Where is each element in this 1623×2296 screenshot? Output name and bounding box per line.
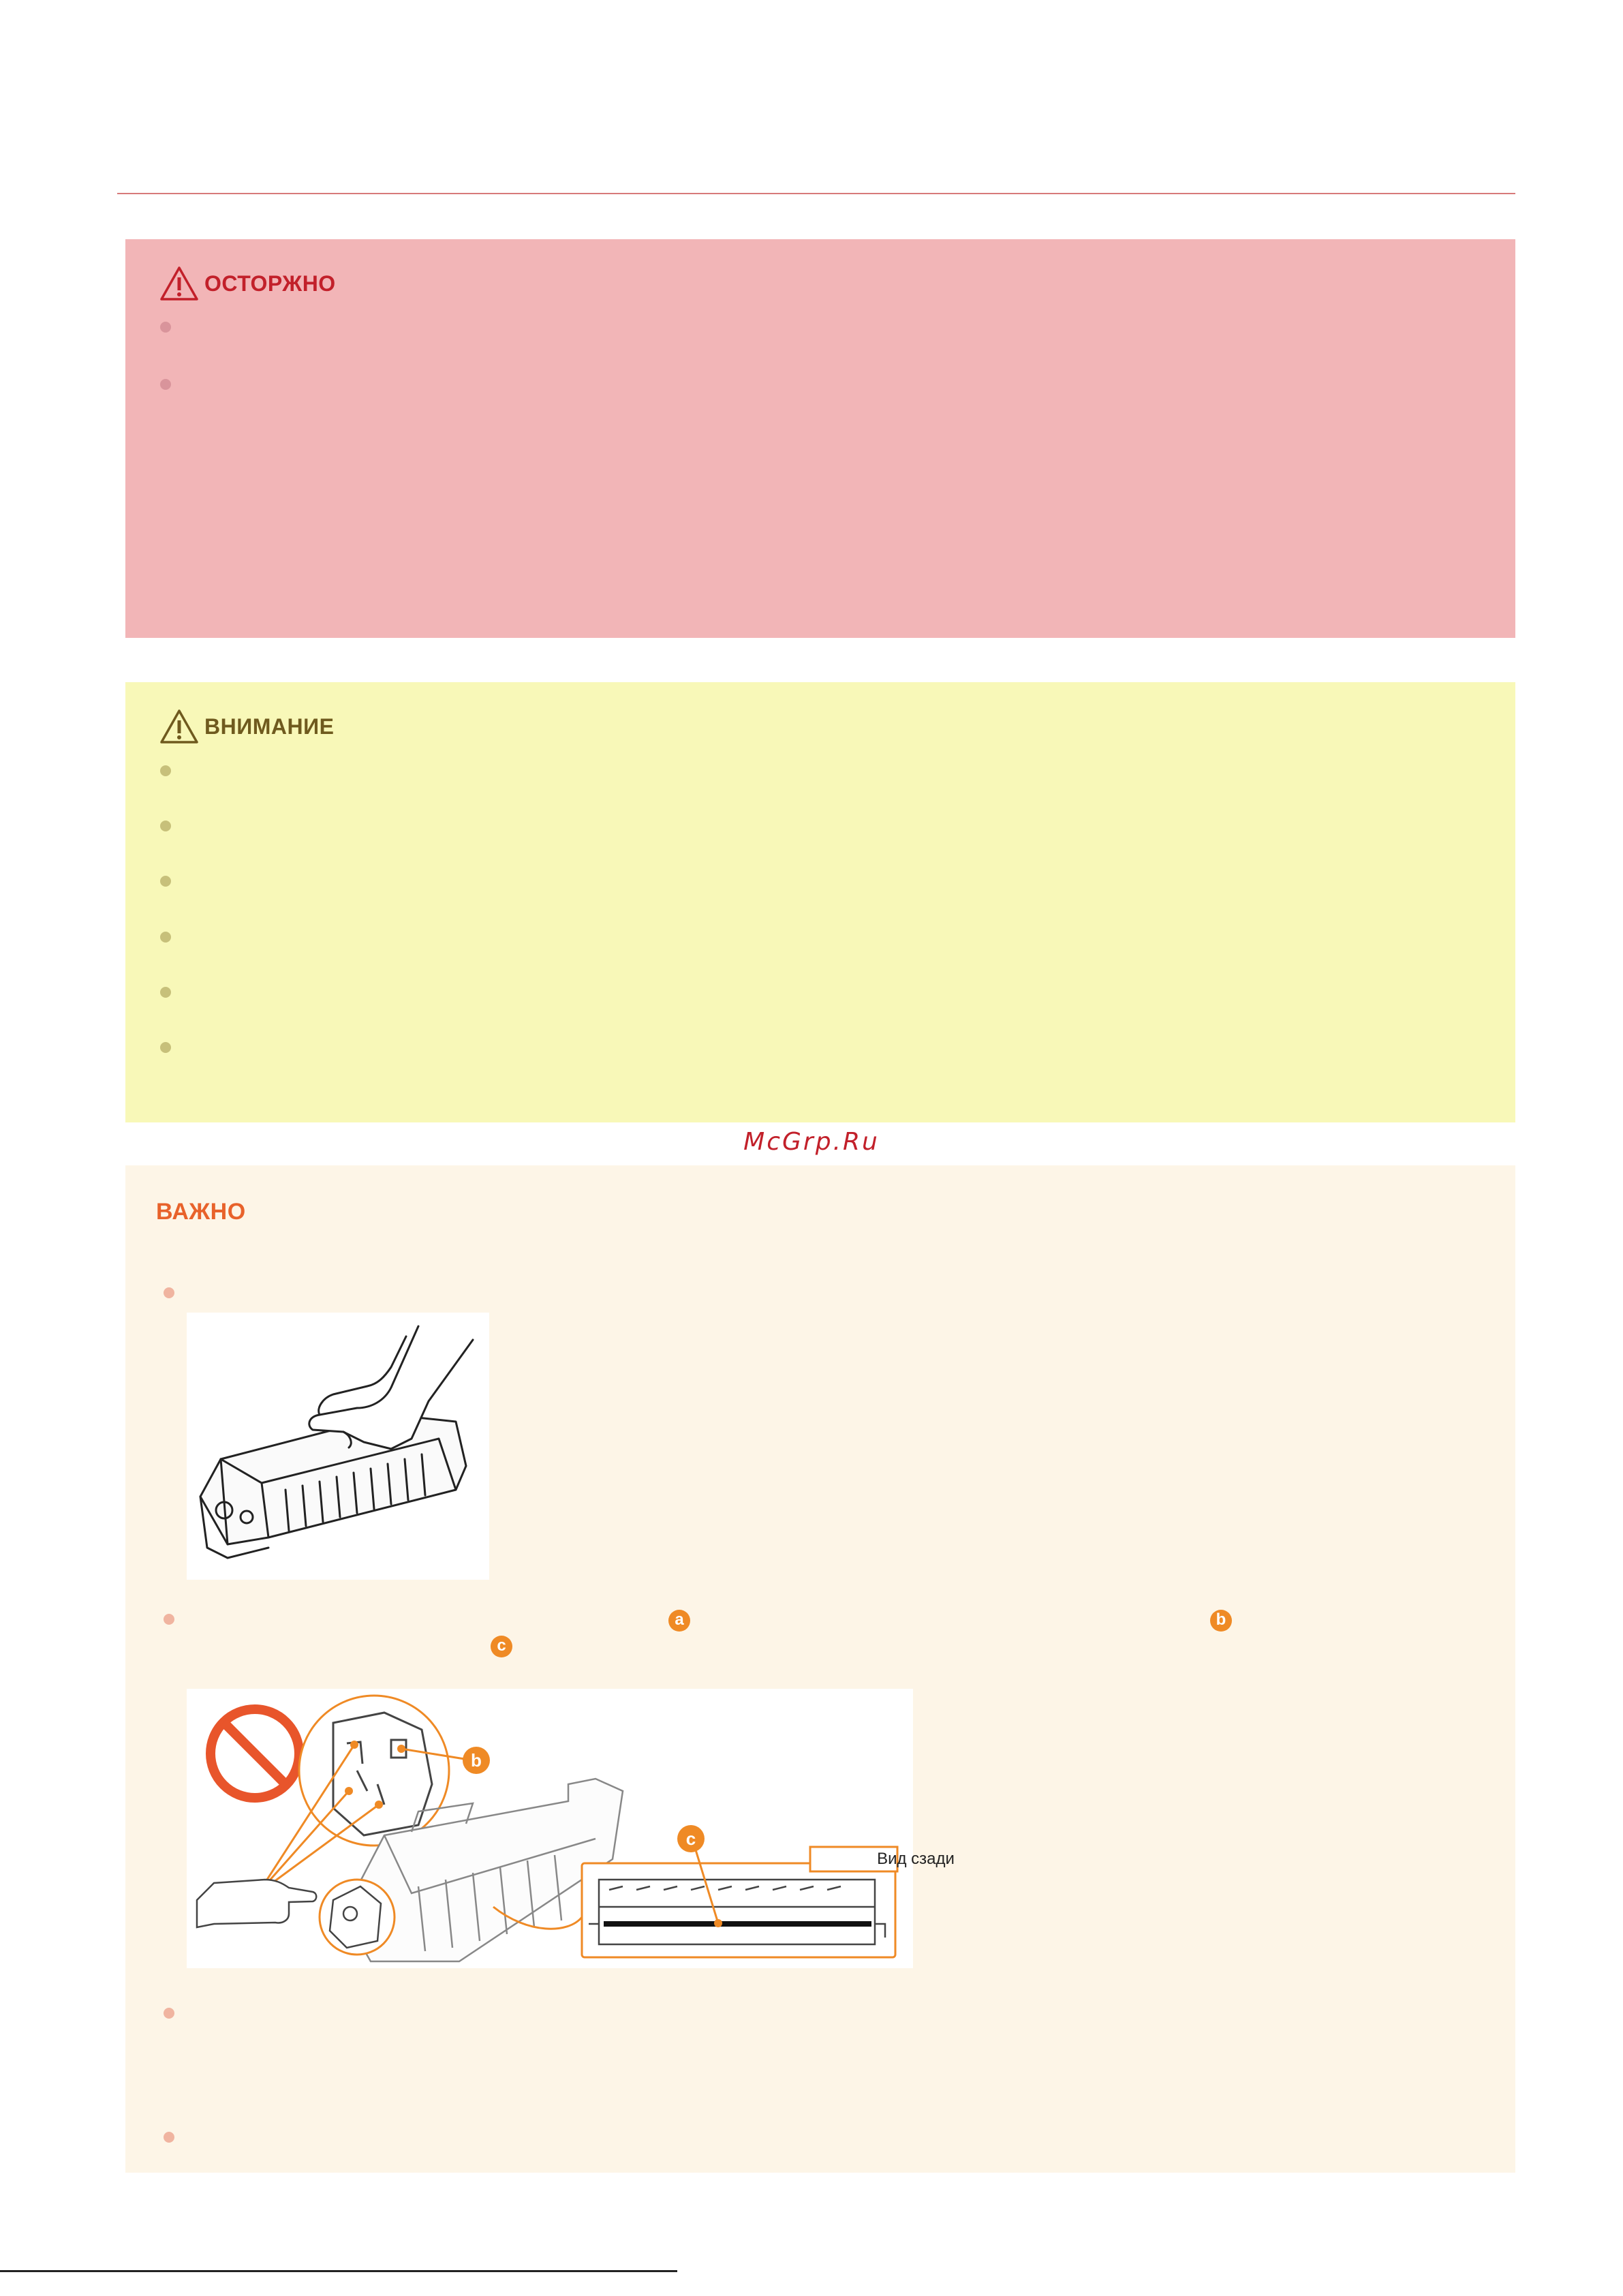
important-title: ВАЖНО [156, 1198, 246, 1225]
list-bullet [160, 1042, 171, 1053]
caution-heading [159, 706, 334, 747]
watermark: McGrp.Ru [743, 1128, 880, 1156]
danger-title: ОСТОРЖНО [204, 271, 336, 296]
callout-badge-c: c [491, 1636, 512, 1657]
cartridge-handling-illustration [187, 1313, 489, 1580]
footer-divider [0, 2270, 677, 2272]
list-bullet [160, 987, 171, 998]
callout-badge-a: a [668, 1610, 690, 1632]
list-bullet [164, 1614, 174, 1625]
caution-notice [125, 682, 1515, 1122]
list-bullet [160, 821, 171, 831]
rear-view-label: Вид сзади [877, 1850, 955, 1868]
prohibited-icon [211, 1709, 299, 1798]
list-bullet [160, 876, 171, 887]
cartridge-in-hand-image [187, 1313, 489, 1580]
do-not-touch-illustration [187, 1689, 955, 1968]
callout-badge-b: b [1210, 1610, 1232, 1632]
list-bullet [160, 765, 171, 776]
svg-text:b: b [471, 1750, 482, 1771]
header-divider [117, 193, 1515, 194]
warning-triangle-icon [159, 266, 199, 301]
important-notice [125, 1165, 1515, 2173]
svg-text:c: c [685, 1828, 696, 1849]
list-bullet [160, 322, 171, 333]
warning-triangle-icon [159, 709, 199, 744]
list-bullet [164, 2132, 174, 2143]
list-bullet [160, 379, 171, 390]
danger-notice [125, 239, 1515, 638]
cartridge-parts-image [187, 1689, 913, 1968]
list-bullet [164, 1287, 174, 1298]
list-bullet [164, 2008, 174, 2019]
list-bullet [160, 932, 171, 943]
danger-heading [159, 263, 336, 304]
caution-title: ВНИМАНИЕ [204, 714, 335, 739]
